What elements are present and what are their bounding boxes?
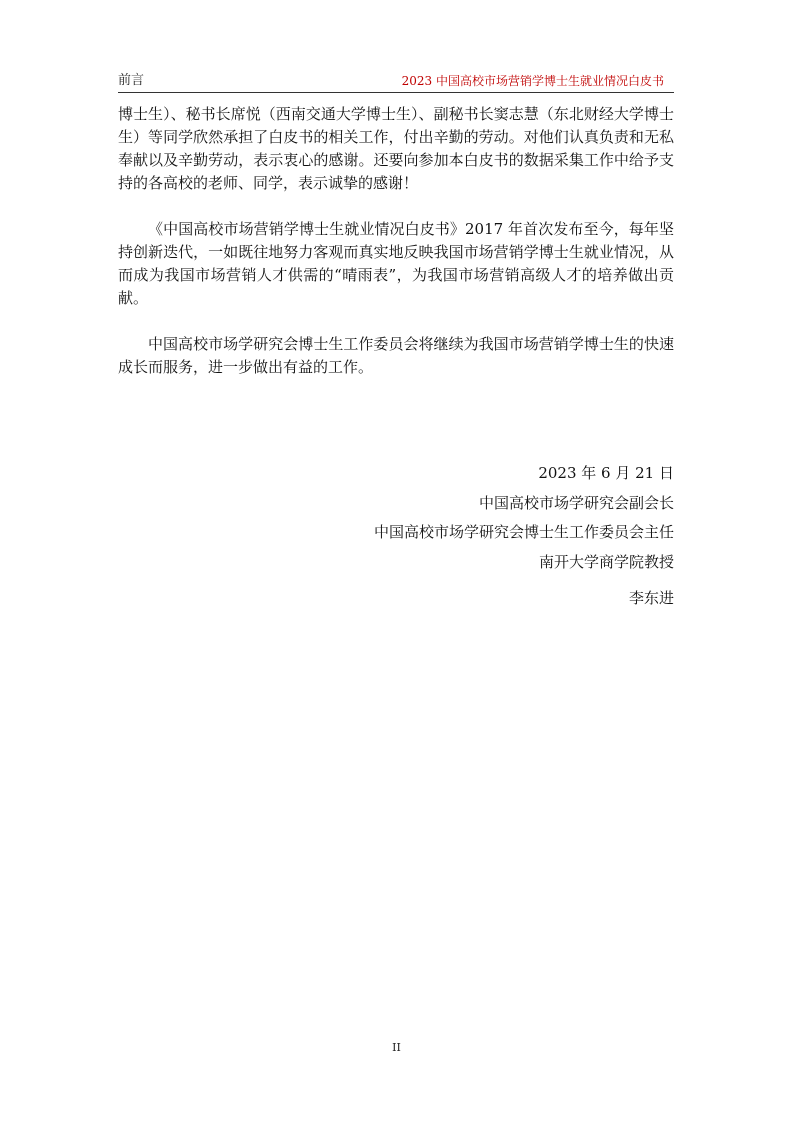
header-document-title: 2023 中国高校市场营销学博士生就业情况白皮书 xyxy=(401,74,664,88)
signature-block xyxy=(118,459,674,614)
header-section-label: 前言 xyxy=(118,73,145,88)
paragraph-whitepaper-history: 《中国高校市场营销学博士生就业情况白皮书》2017 年首次发布至今，每年坚持创新迭代，一如既往地努力客观而真实地反映我国市场营销学博士生就业情况，从而成为我国市场营销人才供需的“晴雨表”，为我国市场营销高级人才的培养做出贡献。 xyxy=(118,220,674,307)
paragraph-committee-commitment: 中国高校市场学研究会博士生工作委员会将继续为我国市场营销学博士生的快速成长而服务，进一步做出有益的工作。 xyxy=(118,335,674,376)
signature-title-vice-president: 中国高校市场学研究会副会长 xyxy=(478,493,674,512)
page-number: II xyxy=(392,1041,401,1054)
signature-date: 2023 年 6 月 21 日 xyxy=(538,464,674,482)
page-header xyxy=(118,72,674,93)
paragraph-acknowledgement: 博士生）、秘书长席悦（西南交通大学博士生）、副秘书长窦志慧（东北财经大学博士生）等同学欣然承担了白皮书的相关工作，付出辛勤的劳动。对他们认真负责和无私奉献以及辛勤劳动，表示衷心的感谢。还要向参加本白皮书的数据采集工作中给予支持的各高校的老师、同学，表示诚挚的感谢！ xyxy=(118,105,674,192)
signature-title-committee-director: 中国高校市场学研究会博士生工作委员会主任 xyxy=(373,523,674,541)
signature-title-professor: 南开大学商学院教授 xyxy=(538,552,674,571)
body-text xyxy=(118,103,674,379)
signature-name: 李东进 xyxy=(628,589,674,607)
